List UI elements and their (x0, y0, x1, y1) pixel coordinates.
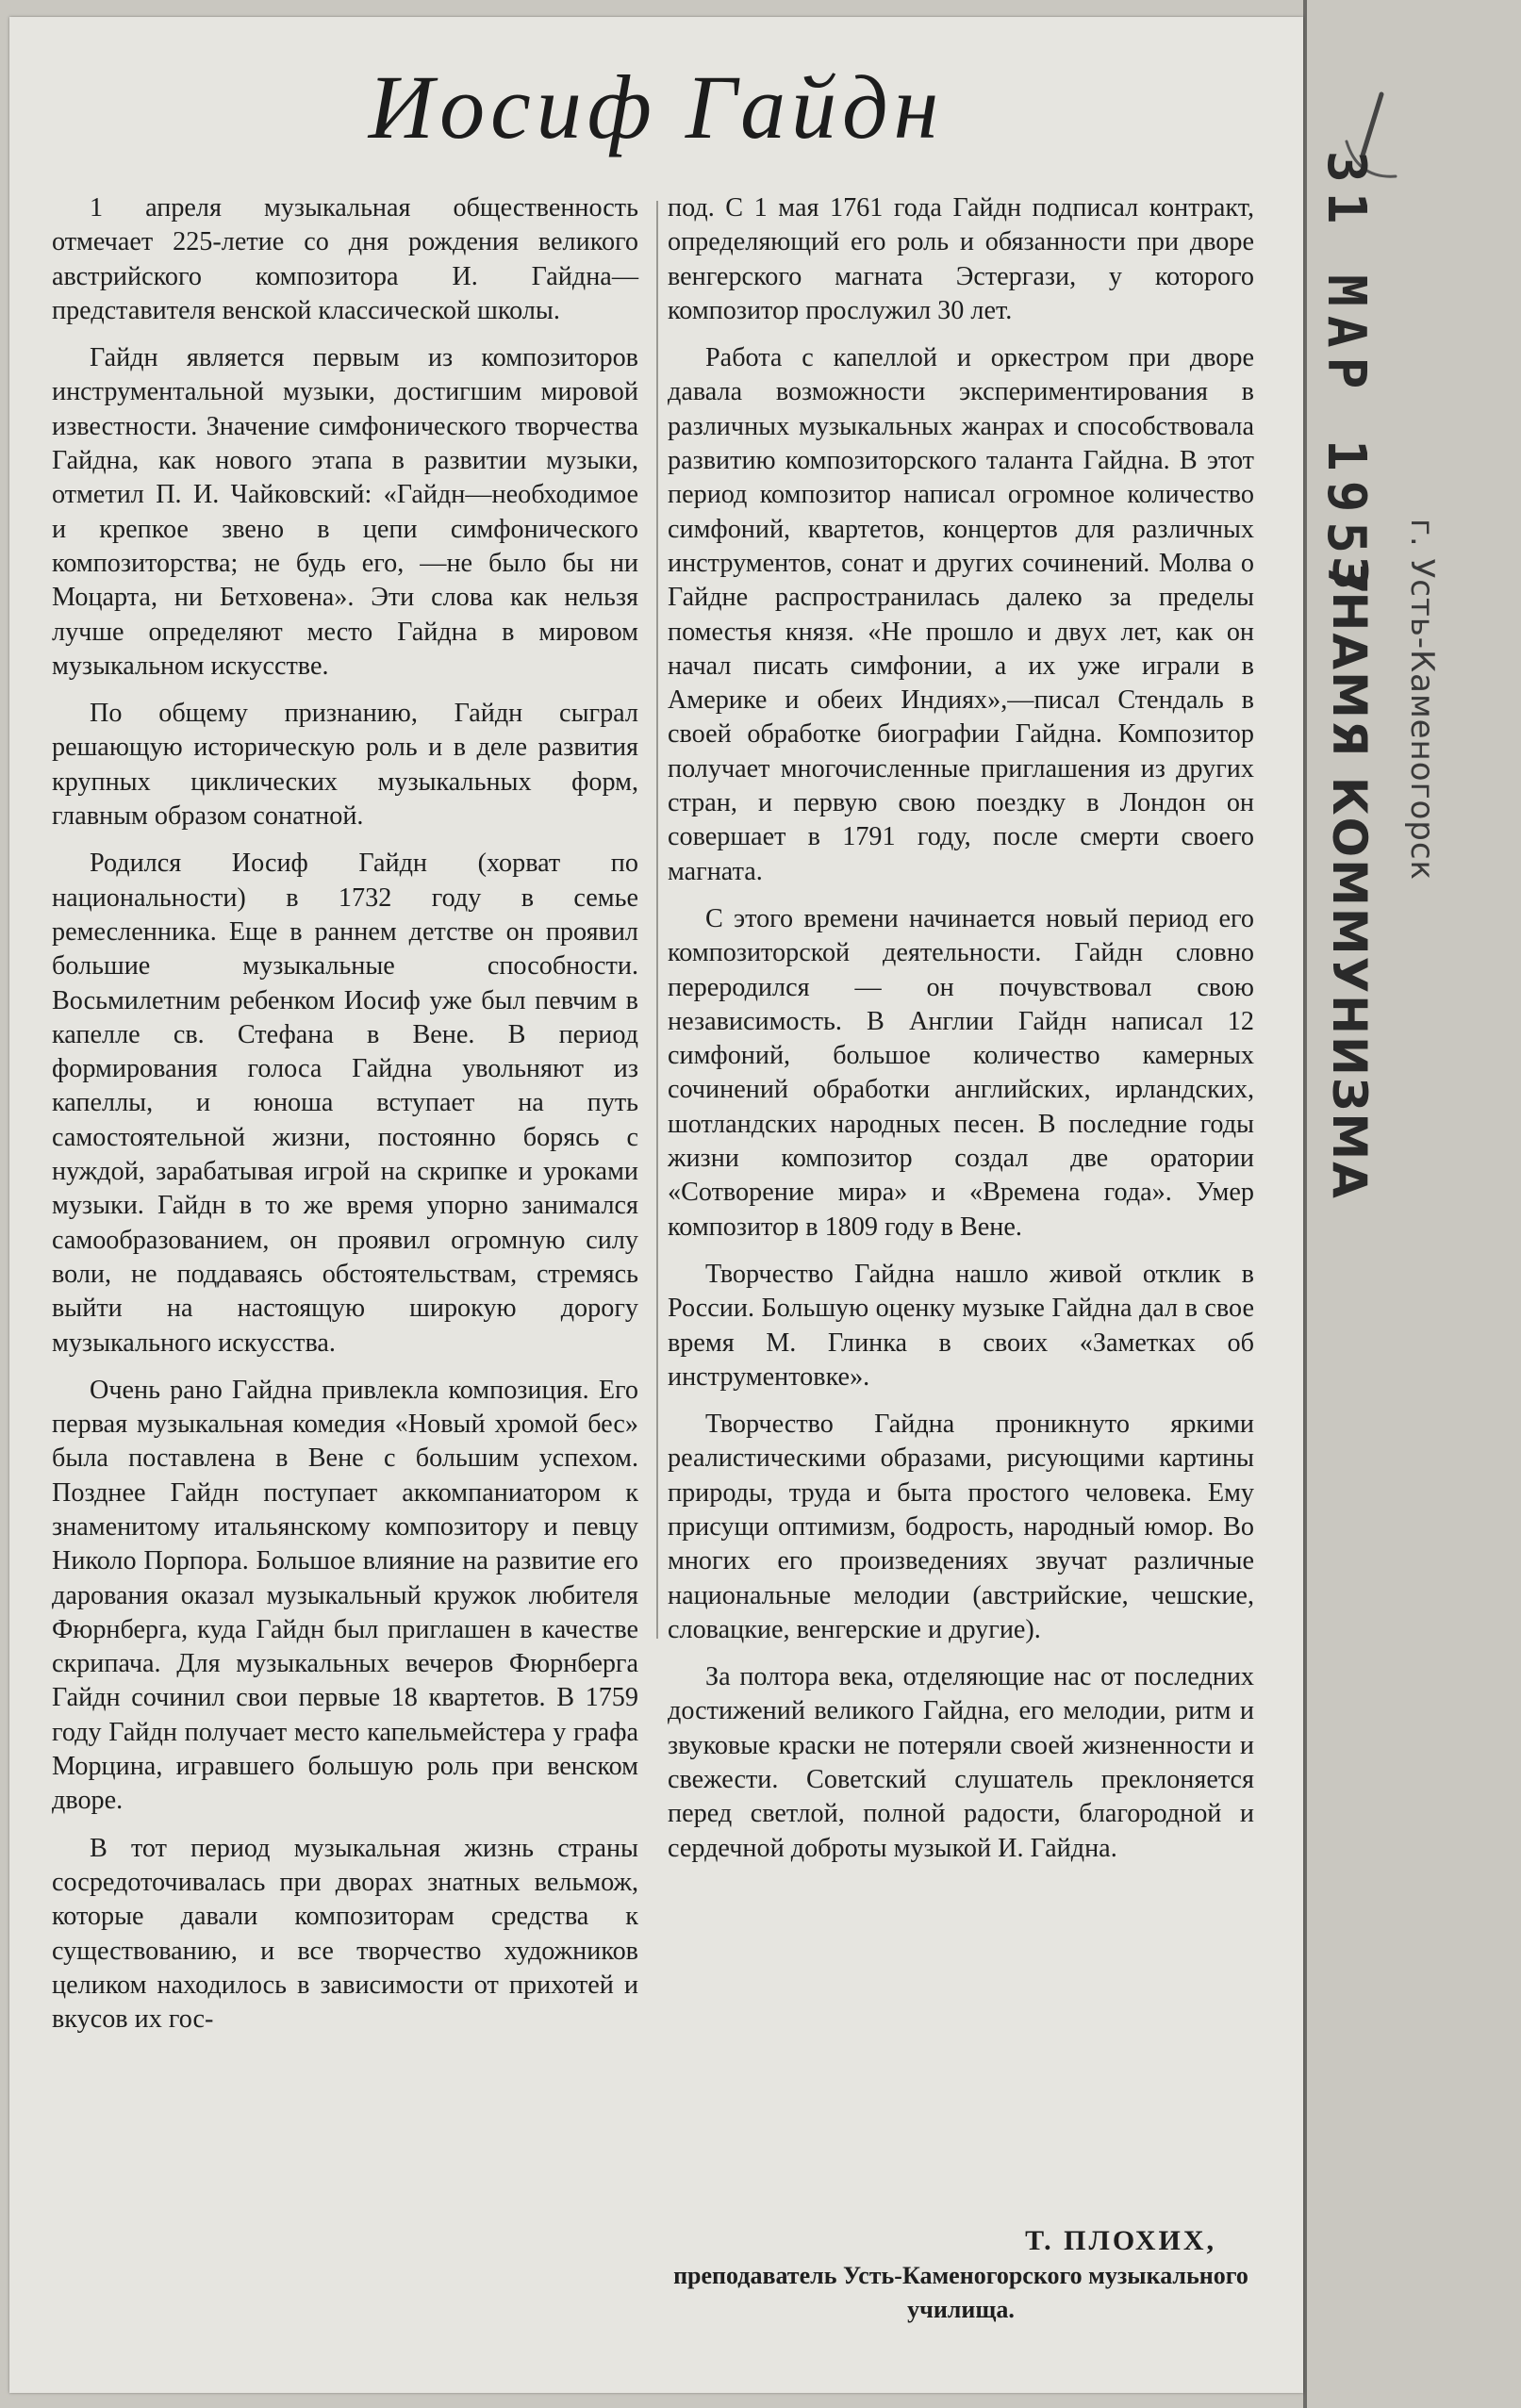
paragraph: В тот период музыкальная жизнь страны сосредоточивалась при дворах знатных вельмож, которые давали композиторам средства к существованию, и все творчество художников целиком находилось в зависимости от прихотей и вкусов их гос- (52, 1833, 638, 2035)
paragraph: С этого времени начинается новый период его композиторской деятельности. Гайдн словно переродился — он почувствовал свою независимость. В Англии Гайдн написал 12 симфоний, большое количество камерных сочинений обработки английских, ирландских, шотландских народных песен. В последние годы жизни композитор создал две оратории «Сотворение мира» и «Времена года». Умер композитор в 1809 году в Вене. (668, 903, 1254, 1242)
paragraph: Родился Иосиф Гайдн (хорват по национальности) в 1732 году в семье ремесленника. Еще в раннем детстве он проявил большие музыкальные способности. Восьмилетним ребенком Иосиф уже был певчим в капелле св. Стефана в Вене. В период формирования голоса Гайдна увольняют из капеллы, и юноша вступает на путь самостоятельной жизни, постоянно борясь с нуждой, зарабатывая игрой на скрипке и уроками музыки. Гайдн в то же время упорно занимался самообразованием, он проявил огромную силу воли, не поддаваясь обстоятельствам, стремясь выйти на настоящую широкую дорогу музыкального искусства. (52, 849, 638, 1358)
author-name: Т. ПЛОХИХ, (1025, 2225, 1216, 2256)
column-divider (656, 201, 658, 1577)
paragraph: Творчество Гайдна нашло живой отклик в России. Большую оценку музыке Гайдна дал в свое время М. Глинка в своих «Заметках об инструментовке». (668, 1259, 1254, 1392)
paragraph: 1 апреля музыкальная общественность отмечает 225-летие со дня рождения великого австрийского композитора И. Гайдна—представителя венской классической школы. (52, 193, 638, 325)
column-divider (656, 1526, 658, 1639)
paragraph: под. С 1 мая 1761 года Гайдн подписал контракт, определяющий его роль и обязанности при дворе венгерского магната Эстергази, у которого композитор прослужил 30 лет. (668, 193, 1254, 325)
paragraph: По общему признанию, Гайдн сыграл решающую историческую роль и в деле развития крупных циклических музыкальных форм, главным образом сонатной. (52, 699, 638, 832)
paragraph: Творчество Гайдна проникнуто яркими реалистическими образами, рисующими картины природы, труда и быта простого человека. Ему присущи оптимизм, бодрость, народный юмор. Во многих его произведениях звучат различные национальные мелодии (австрийские, чешские, словацкие, венгерские и другие). (668, 1410, 1254, 1644)
paragraph: За полтора века, отделяющие нас от последних достижений великого Гайдна, его мелодии, ритм и звуковые краски не потеряли своей жизненности и свежести. Советский слушатель преклоняется перед светлой, полной радости, благородной и сердечной доброты музыкой И. Гайдна. (668, 1662, 1254, 1863)
stamp-city: г. Усть-Каменогорск (1403, 519, 1441, 882)
archive-stamp (1315, 151, 1441, 1200)
left-column (52, 191, 638, 2050)
newspaper-clipping (9, 17, 1303, 2393)
article-title: Иосиф Гайдн (368, 57, 945, 157)
author-affiliation: преподаватель Усть-Каменогорского музыкального училища. (673, 2262, 1248, 2323)
stamp-newspaper: ЗНАМЯ КОММУНИЗМА (1322, 556, 1377, 1200)
paragraph: Гайдн является первым из композиторов инструментальной музыки, достигшим мировой известности. Значение симфонического творчества Гайдна, как нового этапа в развитии музыки, отметил П. И. Чайковский: «Гайдн—необходимое и крепкое звено в цепи симфонического композиторства; не будь его, —не было бы ни Моцарта, ни Бетховена». Эти слова как нельзя лучше определяют место Гайдна в мировом музыкальном искусстве. (52, 343, 638, 681)
paragraph: Работа с капеллой и оркестром при дворе давала возможности экспериментирования в различных музыкальных жанрах и способствовала развитию композиторского таланта Гайдна. В этот период композитор написал огромное количество симфоний, квартетов, концертов для различных инструментов, сонат и других сочинений. Молва о Гайдне распространилась далеко за пределы поместья князя. «Не прошло и двух лет, как он начал писать симфонии, а их уже играли в Америке и обеих Индиях»,—писал Стендаль в своей обработке биографии Гайдна. Композитор получает многочисленные приглашения из других стран, и первую свою поездку в Лондон он совершает в 1791 году, после смерти своего магната. (668, 343, 1254, 886)
page-edge-line (1303, 0, 1307, 2408)
paragraph: Очень рано Гайдна привлекла композиция. Его первая музыкальная комедия «Новый хромой бес» была поставлена в Вене с большим успехом. Позднее Гайдн поступает аккомпаниатором к знаменитому итальянскому композитору и певцу Николо Порпора. Большое влияние на развитие его дарования оказал музыкальный кружок любителя Фюрнберга, куда Гайдн был приглашен в качестве скрипача. Для музыкальных вечеров Фюрнберга Гайдн сочинил свои первые 18 квартетов. В 1759 году Гайдн получает место капельмейстера у графа Морцина, игравшего большую роль при венском дворе. (52, 1375, 638, 1816)
article-signature (668, 2223, 1254, 2327)
stamp-date: 31 МАР 1957 (1315, 151, 1377, 604)
right-column (668, 191, 1254, 1879)
